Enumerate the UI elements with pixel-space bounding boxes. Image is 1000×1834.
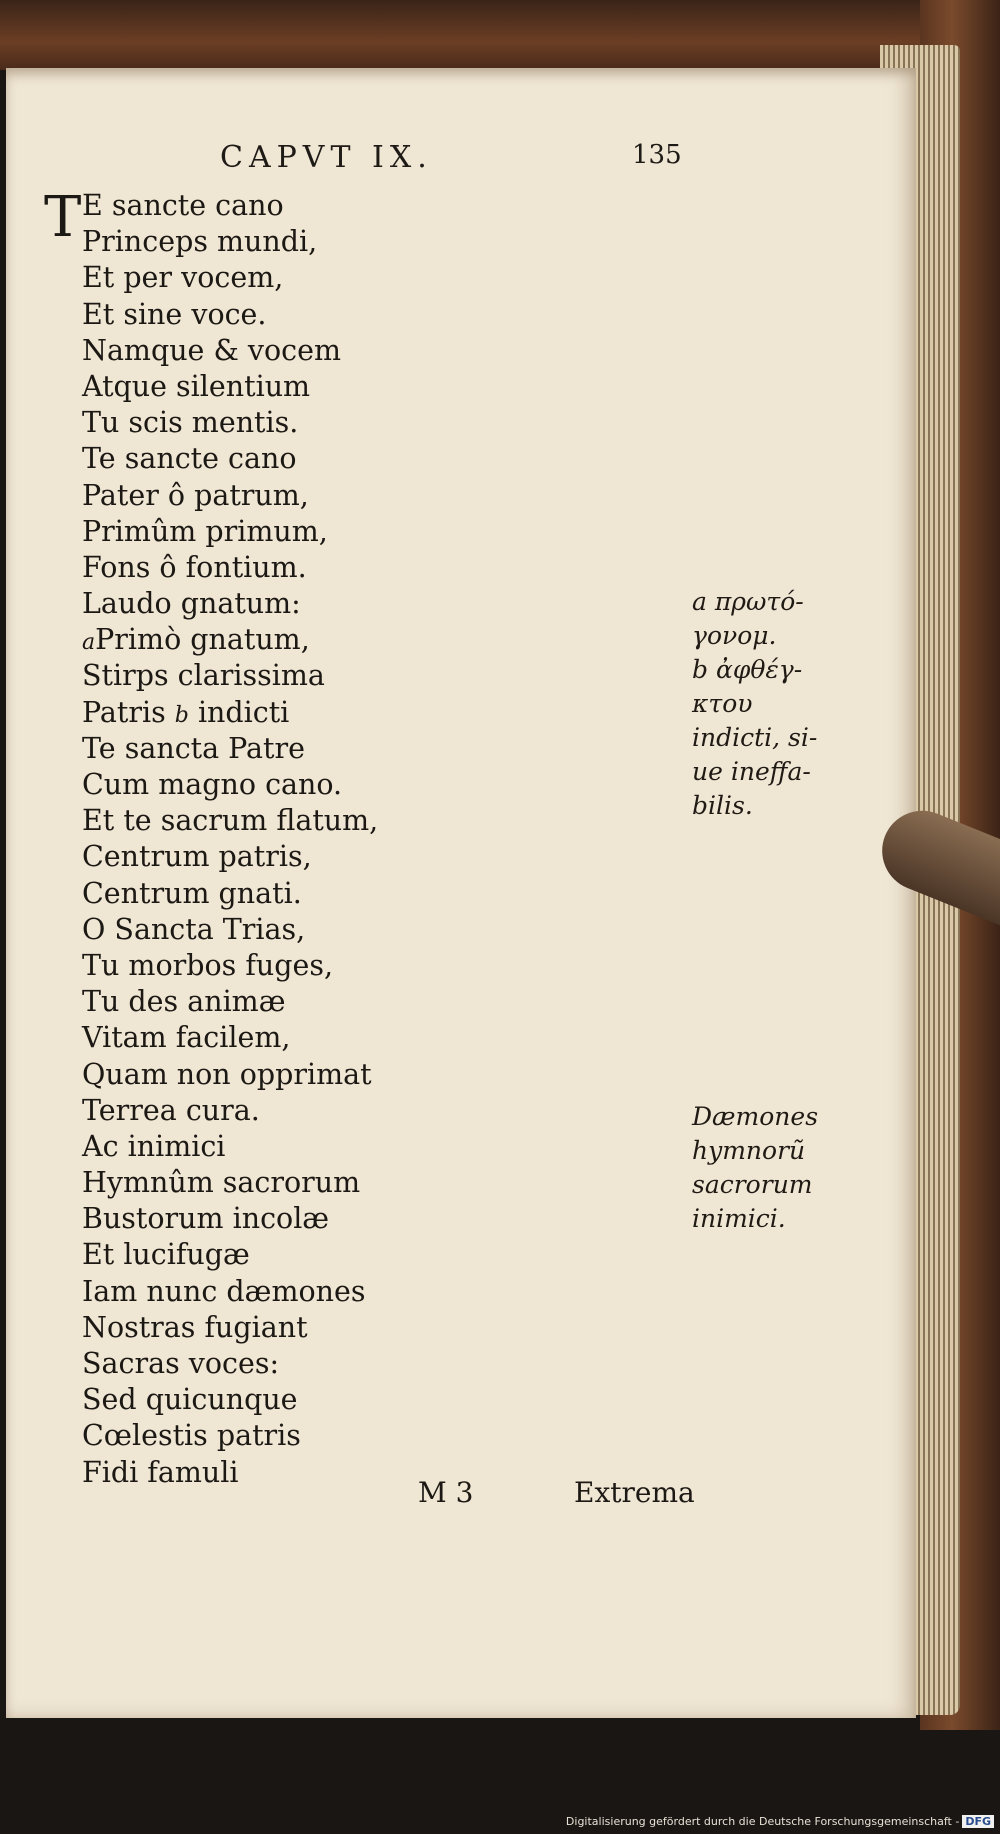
verse-line: Et te sacrum flatum, [82, 804, 379, 838]
digitization-credit [566, 1815, 994, 1828]
gloss-line: κτου [692, 689, 753, 718]
gloss-line: indicti, si- [692, 723, 818, 752]
verse-line-with-mark [82, 622, 462, 658]
catchword: Extrema [574, 1476, 695, 1509]
verse-line: Sed quicunque [82, 1383, 298, 1417]
gloss-line: sacrorum [692, 1170, 813, 1199]
gloss-mark-b: b [174, 702, 189, 728]
verse-line: Et sine voce. [82, 297, 267, 331]
page-number: 135 [632, 140, 682, 170]
verse-line: Namque & vocem [82, 333, 342, 367]
verse-line: Fons ô fontium. [82, 550, 307, 584]
gloss-line: ue ineffa- [692, 757, 811, 786]
verse-line: Cum magno cano. [82, 768, 343, 801]
verse-line: Sacras voces: [82, 1347, 280, 1380]
gloss-line: a πρωτό- [692, 587, 804, 616]
drop-cap: T [44, 185, 82, 250]
gloss-line: Dæmones [692, 1102, 819, 1131]
verse-line: Te sancte cano [82, 442, 297, 476]
verse-line-with-mark [82, 695, 462, 731]
verse-line: Et lucifugæ [82, 1238, 250, 1272]
verse-line: Tu des animæ [82, 985, 286, 1019]
verse-line: Centrum gnati. [82, 876, 302, 910]
verse-line: Te sancta Patre [82, 731, 305, 765]
verse-line: O Sancta Trias, [82, 912, 306, 946]
verse-line: Princeps mundi, [82, 225, 318, 259]
gloss-line: b ἀφθέγ- [692, 655, 803, 684]
verse-line-text: Patris [82, 695, 166, 729]
verse-line: Atque silentium [82, 369, 311, 403]
running-title: CAPVT IX. [220, 140, 433, 175]
verse-line-text: Primò gnatum, [95, 623, 310, 657]
hymn-verse [82, 188, 462, 1491]
verse-line: Terrea cura. [82, 1093, 260, 1127]
gloss-mark-a: a [82, 630, 96, 656]
verse-line: Stirps clarissima [82, 659, 325, 693]
verse-line: Tu scis mentis. [82, 406, 299, 440]
verse-line: Et per vocem, [82, 261, 284, 295]
credit-text: Digitalisierung gefördert durch die Deutsche Forschungsgemeinschaft - [565, 1815, 960, 1828]
verse-line: Quam non opprimat [82, 1057, 372, 1091]
verse-line: Centrum patris, [82, 840, 312, 874]
gloss-line: inimici. [692, 1204, 786, 1233]
verse-line: Iam nunc dæmones [82, 1274, 366, 1308]
dfg-logo: DFG [962, 1815, 994, 1828]
verse-line: E sancte cano [82, 189, 284, 222]
verse-line: Bustorum incolæ [82, 1202, 330, 1236]
marginal-gloss-greek [692, 585, 862, 823]
verse-line: Nostras fugiant [82, 1310, 308, 1344]
gloss-line: bilis. [692, 791, 753, 820]
gloss-line: hymnorũ [692, 1136, 806, 1165]
binding-top [0, 0, 1000, 70]
page-header [0, 140, 1000, 180]
verse-line: Laudo gnatum: [82, 587, 301, 621]
marginal-gloss-daemones [692, 1100, 862, 1236]
verse-line: Ac inimici [82, 1129, 226, 1163]
verse-line: Fidi famuli [82, 1455, 239, 1489]
verse-line: Tu morbos fuges, [82, 948, 334, 982]
verse-line: Hymnûm sacrorum [82, 1166, 361, 1200]
signature-mark: M 3 [418, 1476, 474, 1509]
gloss-line: γονομ. [692, 621, 777, 650]
verse-line: Vitam facilem, [82, 1021, 291, 1055]
verse-line: Pater ô patrum, [82, 478, 309, 512]
verse-line: Primûm primum, [82, 514, 328, 548]
verse-line: Cœlestis patris [82, 1419, 301, 1453]
verse-line-text: indicti [197, 695, 290, 729]
